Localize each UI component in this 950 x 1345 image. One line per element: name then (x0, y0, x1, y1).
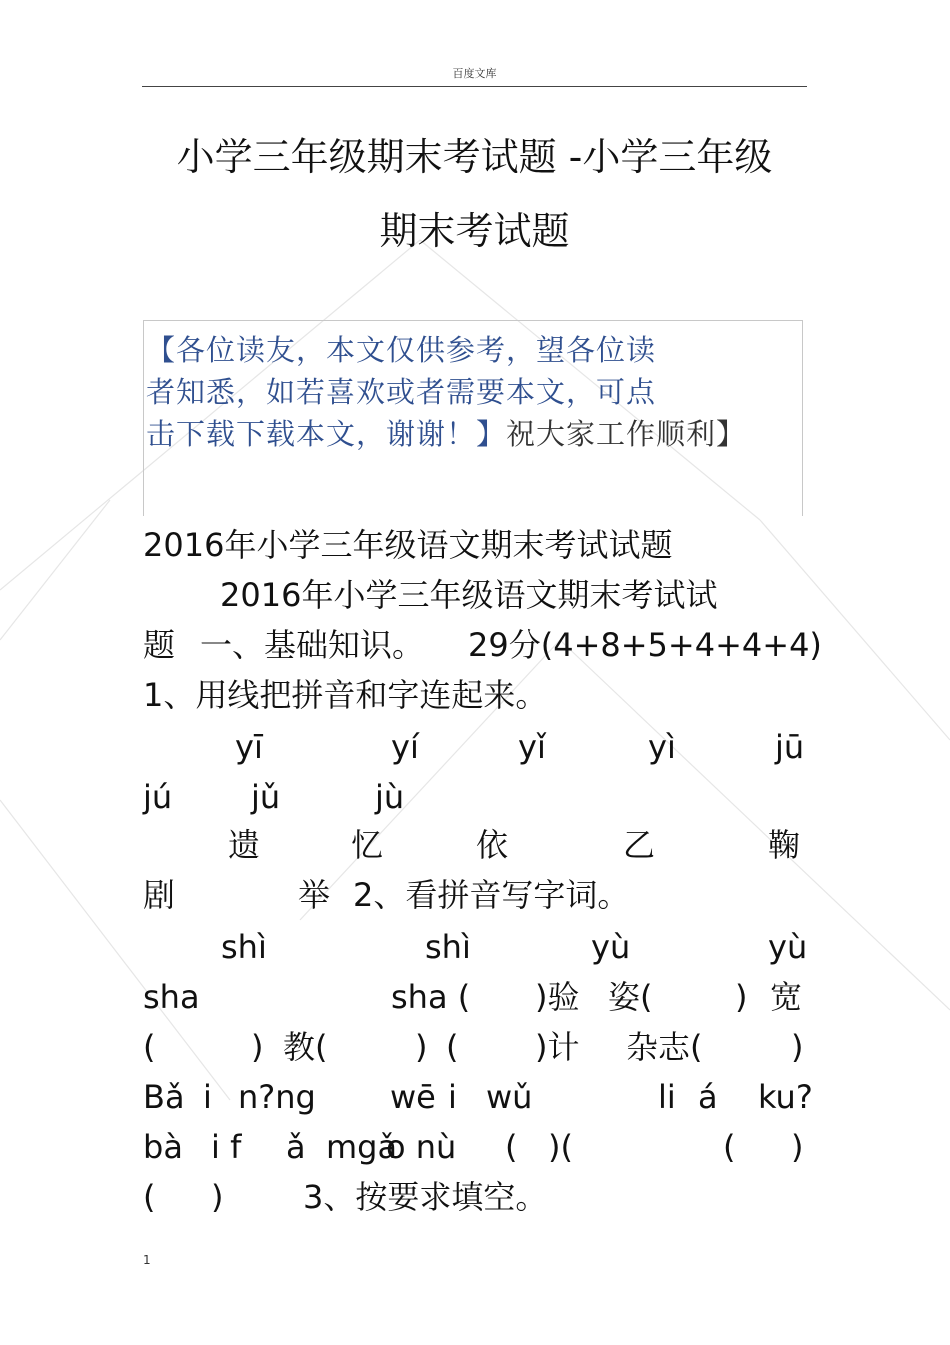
character-row-2 (143, 875, 823, 915)
blank-pair: )( (548, 1128, 573, 1166)
blank-open: 姿( (608, 978, 653, 1016)
notice-line-1: 【各位读友，本文仅供参考，望各位读 (146, 333, 657, 367)
blank-open: 杂志( (626, 1028, 703, 1066)
reader-notice-box (143, 320, 803, 516)
pinyin: ǎ (286, 1128, 306, 1166)
pinyin: Bǎ (143, 1078, 185, 1116)
character: 乙 (623, 826, 656, 864)
question-3-row (143, 1177, 823, 1217)
section-title: 一、基础知识。 (200, 626, 425, 664)
blank-close: ) (415, 1028, 428, 1066)
pinyin: shì (221, 928, 267, 966)
character: 遗 (228, 826, 261, 864)
pinyin: yí (391, 728, 419, 766)
blank-close: ) (791, 1128, 804, 1166)
pinyin: yī (235, 728, 263, 766)
notice-line-3a: 击下载下载本文，谢谢！】 (146, 417, 507, 451)
blank-open: ( (446, 1028, 459, 1066)
pinyin: jú (143, 778, 173, 816)
blank-open: sha ( (391, 978, 471, 1016)
pinyin: jū (775, 728, 805, 766)
pinyin: wǔ (486, 1078, 533, 1116)
blank-close: ) (251, 1028, 264, 1066)
exam-heading: 2016年小学三年级语文期末考试试题 (143, 526, 673, 564)
notice-line-3b: 祝大家工作顺利】 (506, 417, 747, 451)
pinyin-row-5 (143, 1127, 823, 1167)
blank-close: ) (791, 1028, 804, 1066)
notice-line-3 (146, 413, 746, 455)
blank-row-2 (143, 1027, 823, 1067)
reader-notice-text (146, 329, 746, 455)
document-title-line-2: 期末考试题 (379, 209, 570, 253)
page-header (142, 66, 807, 87)
pinyin-row-2 (143, 777, 823, 817)
document-title-line-1: 小学三年级期末考试题 -小学三年级 (176, 135, 773, 179)
blank-close: )验 (535, 978, 580, 1016)
character-row-1 (143, 825, 823, 865)
header-site-name: 百度文库 (452, 67, 497, 80)
pinyin: yǐ (518, 728, 546, 766)
character: 剧 (143, 876, 176, 914)
character: 忆 (351, 826, 384, 864)
pinyin: á (698, 1078, 718, 1116)
notice-line-2: 者知悉，如若喜欢或者需要本文，可点 (146, 375, 657, 409)
blank-row-1 (143, 977, 823, 1017)
blank-close: ) (735, 978, 748, 1016)
character: 鞠 (768, 826, 801, 864)
pinyin: i f (211, 1128, 242, 1166)
blank-open: ( (505, 1128, 518, 1166)
blank-open: ( (723, 1128, 736, 1166)
blank-open: ( (143, 1028, 156, 1066)
pinyin: shì (425, 928, 471, 966)
exam-subheading: 2016年小学三年级语文期末考试试 (220, 576, 718, 614)
pinyin: n?ng (238, 1078, 316, 1116)
pinyin: yù (768, 928, 808, 966)
pinyin: yù (591, 928, 631, 966)
page-number: 1 (143, 1253, 151, 1267)
pinyin: jǔ (251, 778, 281, 816)
pinyin-row-4 (143, 1077, 823, 1117)
pinyin: i (448, 1078, 457, 1116)
section-basic-knowledge (143, 625, 822, 665)
character: 依 (476, 826, 509, 864)
pinyin: li (658, 1078, 676, 1116)
question-1: 1、用线把拼音和字连起来。 (143, 676, 548, 714)
pinyin: i (203, 1078, 212, 1116)
pinyin: mgǎ (326, 1128, 398, 1166)
pinyin: sha (143, 978, 200, 1016)
question-3: 3、按要求填空。 (303, 1178, 548, 1216)
pinyin-row-1 (143, 727, 823, 767)
pinyin: jù (375, 778, 405, 816)
blank-close: ) (211, 1178, 224, 1216)
pinyin: bà (143, 1128, 183, 1166)
pinyin: yì (648, 728, 676, 766)
pinyin: ku? (758, 1078, 813, 1116)
blank-open: ( (143, 1178, 156, 1216)
pinyin: o nù (386, 1128, 457, 1166)
text-fragment: 题 (143, 626, 176, 664)
section-score: 29分(4+8+5+4+4+4) (468, 626, 822, 664)
character: 宽 (770, 978, 803, 1016)
character: 举 (298, 876, 331, 914)
question-2: 2、看拼音写字词。 (353, 876, 630, 914)
pinyin: wē (390, 1078, 436, 1116)
blank-close: )计 (535, 1028, 580, 1066)
pinyin-row-3 (143, 927, 823, 967)
blank-open: 教( (283, 1028, 328, 1066)
